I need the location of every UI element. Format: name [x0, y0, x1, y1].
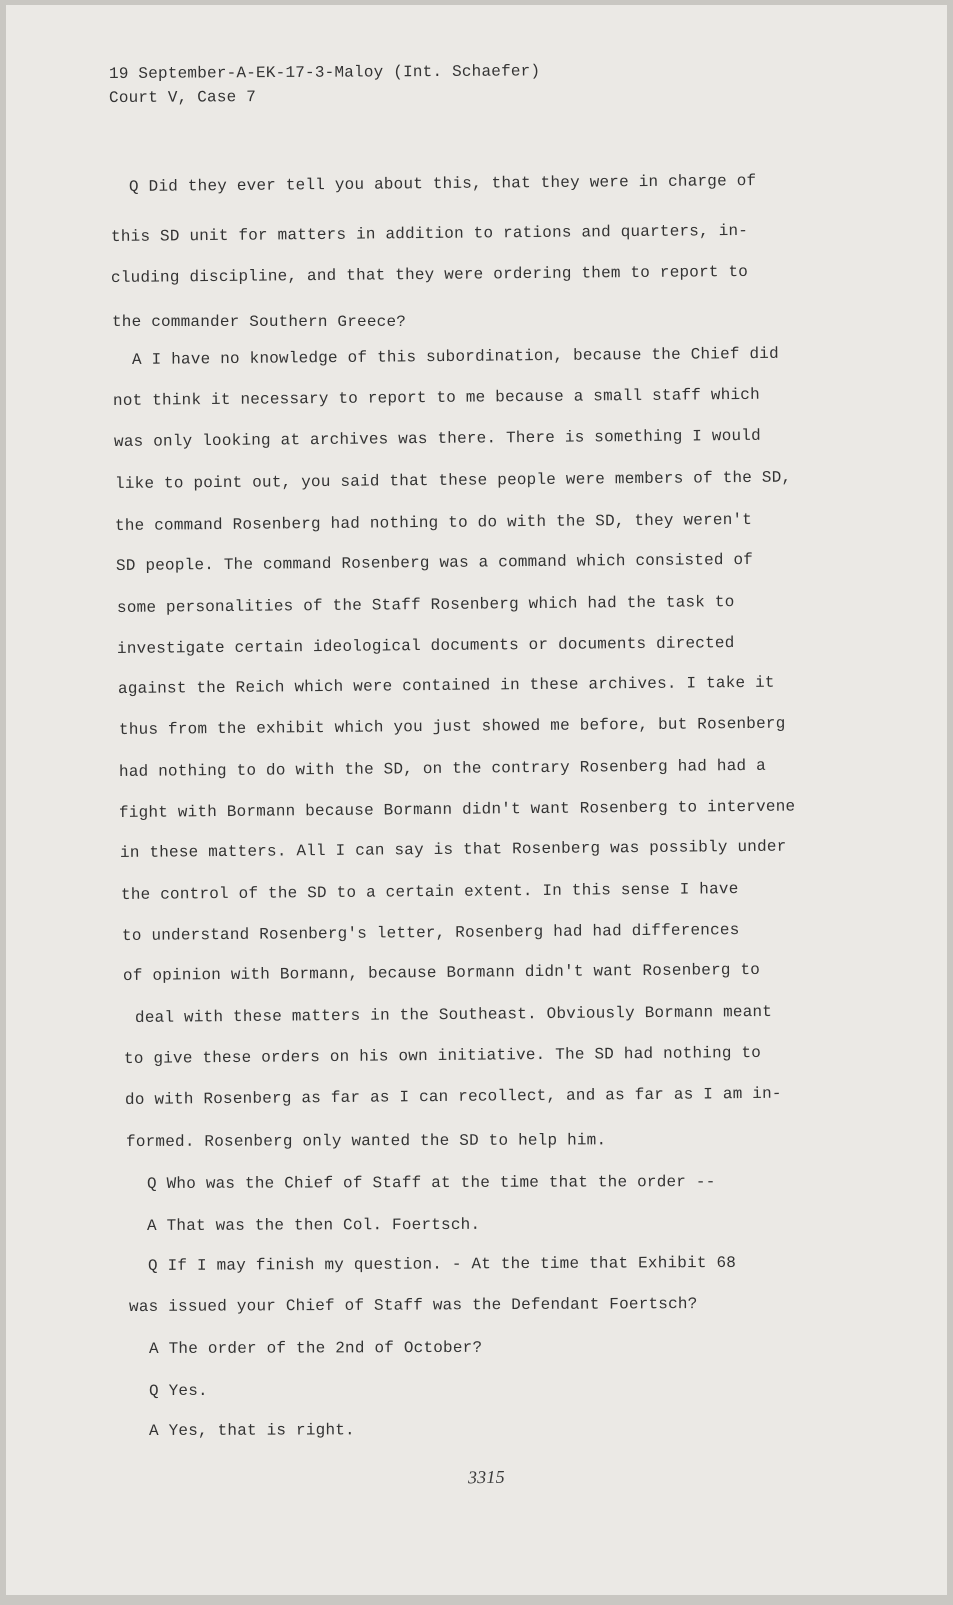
transcript-line: was issued your Chief of Staff was the Defendant Foertsch? — [128, 1295, 698, 1316]
header-line-2: Court V, Case 7 — [108, 88, 257, 107]
transcript-line: in these matters. All I can say is that Rosenberg was possibly under — [119, 837, 787, 862]
document-page — [6, 5, 947, 1595]
transcript-line: had nothing to do with the SD, on the contrary Rosenberg had had a — [118, 756, 766, 781]
transcript-line: formed. Rosenberg only wanted the SD to help him. — [125, 1131, 607, 1151]
transcript-line: to give these orders on his own initiative. The SD had nothing to — [123, 1043, 762, 1068]
transcript-line: this SD unit for matters in addition to rations and quarters, in- — [110, 221, 749, 246]
transcript-line: deal with these matters in the Southeast. Obviously Bormann meant — [134, 1002, 773, 1027]
transcript-line: A I have no knowledge of this subordination, because the Chief did — [131, 344, 779, 369]
transcript-line: was only looking at archives was there. There is something I would — [113, 426, 761, 451]
transcript-line: Q If I may finish my question. - At the time that Exhibit 68 — [147, 1253, 737, 1275]
transcript-line: fight with Bormann because Bormann didn't want Rosenberg to intervene — [118, 797, 796, 822]
transcript-line: thus from the exhibit which you just showed me before, but Rosenberg — [118, 714, 786, 739]
header-line-1: 19 September-A-EK-17-3-Maloy (Int. Schaefer) — [108, 62, 541, 83]
transcript-line: SD people. The command Rosenberg was a command which consisted of — [115, 550, 754, 575]
transcript-line: against the Reich which were contained in these archives. I take it — [117, 673, 775, 698]
transcript-line: investigate certain ideological documents or documents directed — [116, 634, 735, 658]
transcript-line: Q Did they ever tell you about this, that they were in charge of — [128, 171, 757, 196]
page-number: 3315 — [467, 1466, 505, 1488]
transcript-line: do with Rosenberg as far as I can recollect, and as far as I am in- — [124, 1084, 782, 1109]
transcript-line: to understand Rosenberg's letter, Rosenberg had had differences — [121, 921, 740, 945]
transcript-line: not think it necessary to report to me because a small staff which — [112, 385, 760, 410]
transcript-line: like to point out, you said that these people were members of the SD, — [114, 468, 792, 493]
transcript-line: Q Who was the Chief of Staff at the time that the order -- — [146, 1173, 716, 1193]
transcript-line: some personalities of the Staff Rosenberg which had the task to — [116, 593, 735, 617]
transcript-line: A That was the then Col. Foertsch. — [146, 1215, 481, 1235]
transcript-line: A Yes, that is right. — [148, 1421, 355, 1440]
transcript-line: Q Yes. — [149, 1382, 208, 1400]
transcript-line: the control of the SD to a certain extent. In this sense I have — [120, 880, 739, 904]
transcript-line: cluding discipline, and that they were ordering them to report to — [110, 262, 749, 287]
transcript-line: the command Rosenberg had nothing to do with the SD, they weren't — [114, 510, 753, 535]
transcript-line: A The order of the 2nd of October? — [148, 1338, 483, 1358]
transcript-line: the commander Southern Greece? — [112, 313, 407, 331]
transcript-line: of opinion with Bormann, because Bormann didn't want Rosenberg to — [122, 960, 761, 985]
